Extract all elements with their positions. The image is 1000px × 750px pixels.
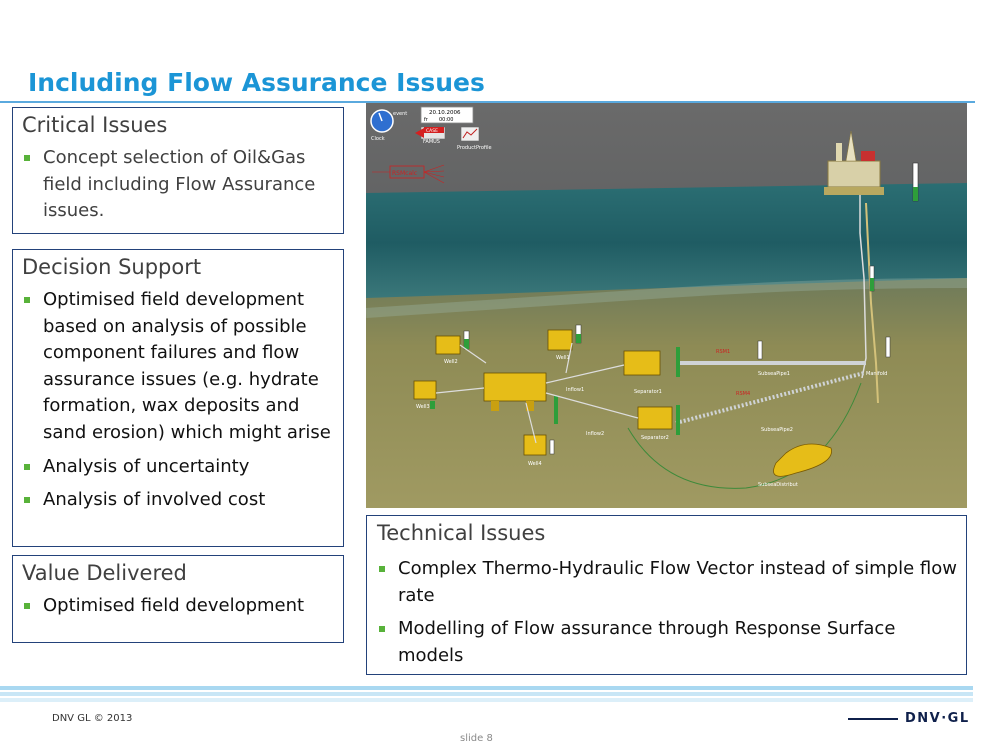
rsm1-label: RSM1 xyxy=(716,349,731,355)
subsea-pipe1-label: SubseaPipe1 xyxy=(758,371,790,377)
critical-issues-bullet: Concept selection of Oil&Gas field including Flow Assurance issues. xyxy=(22,145,335,225)
subsea-field-simulation-image xyxy=(366,103,967,508)
logo-rule xyxy=(848,718,898,720)
time-text: 00:00 xyxy=(439,117,454,123)
famus-label: FAMUS xyxy=(423,139,440,145)
separator2-label: Separator2 xyxy=(641,435,669,441)
well3-label: Well3 xyxy=(416,404,430,410)
fr-text: fr xyxy=(424,117,428,123)
critical-issues-box xyxy=(12,107,344,234)
value-delivered-box xyxy=(12,555,344,643)
inflow1-label: Inflow1 xyxy=(566,387,585,393)
product-profile-label: ProductProfile xyxy=(457,145,492,151)
clock-label: Clock xyxy=(371,136,385,142)
subsea-scene-svg xyxy=(366,103,967,508)
slide-title: Including Flow Assurance Issues xyxy=(28,68,485,97)
critical-issues-heading: Critical Issues xyxy=(22,113,168,137)
decision-support-box xyxy=(12,249,344,547)
well4-label: Well4 xyxy=(528,461,542,467)
inflow-gauge xyxy=(554,396,558,424)
decision-support-bullet: Analysis of uncertainty xyxy=(22,454,335,481)
technical-issues-bullet: Modelling of Flow assurance through Response Surface models xyxy=(377,616,958,669)
dnv-gl-logo: DNV·GL xyxy=(905,711,970,726)
decision-support-bullet: Optimised field development based on analysis of possible component failures and flow assurance issues (e.g. hydrate formation, wax deposits and sand erosion) which might arise xyxy=(22,287,335,447)
well1-label: Well1 xyxy=(556,355,570,361)
technical-issues-heading: Technical Issues xyxy=(377,521,546,545)
decision-support-heading: Decision Support xyxy=(22,255,202,279)
footer-stripes xyxy=(0,686,973,704)
event-label: event xyxy=(393,111,408,117)
subsea-pipe2-label: SubseaPipe2 xyxy=(761,427,793,433)
slide-number: slide 8 xyxy=(460,733,493,744)
footer-copyright: DNV GL © 2013 xyxy=(52,713,133,724)
subsea-distribution-label: SubseaDistribut xyxy=(758,482,798,488)
case-label: CASE xyxy=(426,129,438,134)
technical-issues-bullet: Complex Thermo-Hydraulic Flow Vector instead of simple flow rate xyxy=(377,556,958,609)
inflow2-label: Inflow2 xyxy=(586,431,605,437)
rsm-calc-label: RSMcalc xyxy=(392,170,418,177)
manifold-label: Manifold xyxy=(866,371,888,377)
rsm4-label: RSM4 xyxy=(736,391,751,397)
value-delivered-bullet: Optimised field development xyxy=(22,593,335,620)
decision-support-bullet: Analysis of involved cost xyxy=(22,487,335,514)
separator1-label: Separator1 xyxy=(634,389,662,395)
technical-issues-box xyxy=(366,515,967,675)
well2-label: Well2 xyxy=(444,359,458,365)
value-delivered-heading: Value Delivered xyxy=(22,561,187,585)
date-text: 20.10.2006 xyxy=(429,110,461,116)
